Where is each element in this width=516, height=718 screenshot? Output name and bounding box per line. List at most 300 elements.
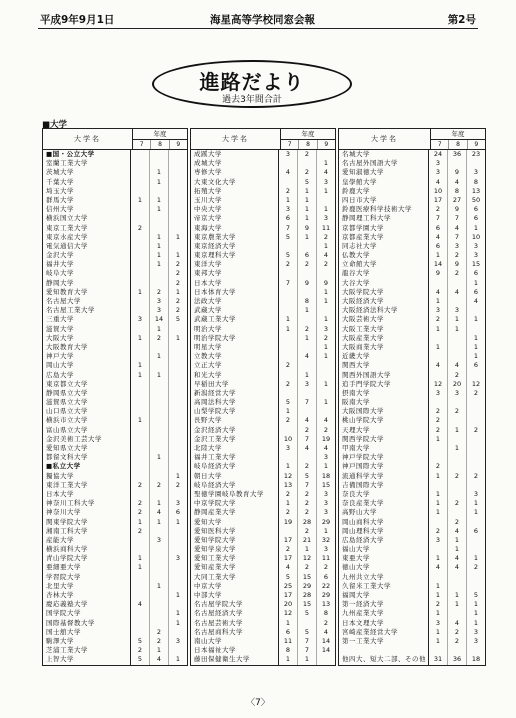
admission-count — [150, 187, 169, 196]
university-name: 他四大、短大二部、その他 — [339, 655, 429, 664]
admission-count: 1 — [473, 499, 479, 508]
admission-count: 8 — [448, 187, 467, 196]
table-row — [191, 499, 335, 508]
table-row — [339, 416, 485, 425]
table-row — [191, 251, 335, 260]
university-name: 横浜商科大学 — [43, 545, 131, 554]
university-name: 鈴鹿医療科学技術大学 — [339, 205, 429, 214]
admission-count: 17 — [429, 196, 448, 205]
admission-count — [279, 343, 298, 352]
admission-count: 1 — [279, 619, 298, 628]
admission-count: 4 — [279, 563, 298, 572]
university-name: 東洋大学 — [191, 260, 279, 269]
table-row — [339, 168, 485, 177]
table-row — [191, 352, 335, 361]
table-row — [43, 380, 187, 389]
university-name: 福山大学 — [339, 545, 429, 554]
admission-count — [131, 187, 150, 196]
university-name: 阪南大学 — [339, 398, 429, 407]
admission-count — [467, 536, 485, 545]
admission-count — [169, 600, 187, 609]
table-row — [339, 371, 485, 380]
admission-count: 2 — [323, 333, 329, 342]
admission-count — [317, 150, 335, 159]
table-row — [43, 279, 187, 288]
table-row — [339, 389, 485, 398]
table-row — [43, 196, 187, 205]
table-row — [43, 591, 187, 600]
table-row — [43, 224, 187, 233]
university-name: 獨協大学 — [43, 472, 131, 481]
university-name: 仏教大学 — [339, 251, 429, 260]
university-name: 高岡法科大学 — [191, 398, 279, 407]
admission-count: 1 — [323, 287, 329, 296]
table-row — [191, 609, 335, 618]
admission-count — [448, 462, 467, 471]
admission-count: 1 — [150, 233, 169, 242]
university-name: 大阪経済法科大学 — [339, 306, 429, 315]
table-row — [191, 343, 335, 352]
admission-count: 17 — [279, 536, 298, 545]
admission-count — [150, 214, 169, 223]
admission-count — [467, 398, 485, 407]
university-name: 福井大学 — [43, 260, 131, 269]
admission-count: 3 — [429, 389, 448, 398]
admission-count: 3 — [279, 444, 298, 453]
admission-count: 4 — [473, 297, 479, 305]
table-row — [339, 352, 485, 361]
admission-count — [150, 490, 169, 499]
admission-count: 2 — [429, 205, 448, 214]
table-row — [191, 159, 335, 168]
table-row — [339, 315, 485, 324]
admission-count — [131, 279, 150, 288]
admission-count — [317, 655, 335, 664]
admission-count: 2 — [279, 260, 298, 269]
header-year: 9 — [324, 141, 329, 148]
table-row — [339, 269, 485, 278]
table-row — [339, 545, 485, 554]
admission-count — [131, 260, 150, 269]
admission-count: 1 — [150, 518, 169, 527]
admission-count: 4 — [429, 361, 448, 370]
admission-count: 2 — [150, 288, 169, 297]
section-row — [43, 150, 187, 159]
admission-count: 3 — [175, 554, 181, 563]
table-row — [339, 178, 485, 187]
table-row — [191, 472, 335, 481]
table-row — [191, 224, 335, 233]
admission-count: 2 — [279, 380, 298, 389]
admission-count: 7 — [448, 233, 467, 242]
admission-count: 1 — [473, 508, 479, 517]
admission-count: 2 — [279, 490, 298, 499]
university-name: 皇學館大学 — [339, 178, 429, 187]
university-name: 中京大学 — [191, 582, 279, 591]
admission-count: 7 — [279, 224, 298, 233]
admission-count: 1 — [175, 618, 181, 627]
table-row — [191, 398, 335, 407]
admission-count: 1 — [473, 223, 479, 232]
admission-count — [448, 334, 467, 343]
admission-count: 2 — [298, 508, 317, 517]
university-name: 明治大学 — [191, 325, 279, 334]
table-row — [43, 619, 187, 628]
table-row — [43, 536, 187, 545]
admission-count — [448, 297, 467, 306]
table-row — [43, 214, 187, 223]
admission-count: 4 — [429, 563, 448, 572]
university-name: 南山大学 — [191, 637, 279, 646]
table-row — [43, 609, 187, 618]
admission-count: 4 — [429, 178, 448, 187]
university-name: 大阪経済大学 — [339, 297, 429, 306]
admission-count: 3 — [323, 489, 329, 498]
admission-count: 1 — [298, 371, 317, 380]
table-row — [191, 527, 335, 536]
admission-count: 1 — [150, 453, 169, 462]
table-row — [339, 407, 485, 416]
admission-count: 1 — [323, 186, 329, 195]
admission-count: 2 — [298, 563, 317, 572]
admission-count: 1 — [150, 260, 169, 269]
admission-count: 20 — [279, 600, 298, 609]
university-name: 帝京大学 — [191, 214, 279, 223]
admission-count: 1 — [131, 416, 150, 425]
admission-count: 3 — [448, 306, 467, 315]
table-row — [43, 288, 187, 297]
university-name: 中京学院大学 — [191, 499, 279, 508]
admission-count — [279, 178, 298, 187]
admission-count: 17 — [279, 591, 298, 600]
admission-count — [169, 205, 187, 214]
admission-count — [448, 352, 467, 361]
university-name: 奈良大学 — [339, 490, 429, 499]
table-row — [191, 462, 335, 471]
admission-count: 6 — [279, 628, 298, 637]
admission-count: 5 — [298, 178, 317, 187]
admission-count — [150, 407, 169, 416]
admission-count: 7 — [298, 646, 317, 655]
admission-count: 9 — [448, 205, 467, 214]
admission-count: 1 — [323, 352, 329, 361]
admission-count: 3 — [473, 489, 479, 498]
table-row — [339, 499, 485, 508]
admission-count — [429, 444, 448, 453]
table-row — [191, 242, 335, 251]
admission-count — [467, 325, 485, 334]
admission-count: 1 — [323, 315, 329, 324]
admission-count: 2 — [131, 499, 150, 508]
university-name: 第一経済大学 — [339, 600, 429, 609]
admission-count: 1 — [150, 178, 169, 187]
table-row — [339, 361, 485, 370]
table-row — [191, 444, 335, 453]
table-row — [191, 150, 335, 159]
header-fiscal-year: 年度 — [133, 129, 187, 140]
header-year: 8 — [449, 140, 467, 149]
university-name: 名古屋商科大学 — [191, 628, 279, 637]
table-row — [43, 554, 187, 563]
admission-count — [131, 536, 150, 545]
table-row — [43, 655, 187, 664]
university-name: 九州共立大学 — [339, 573, 429, 582]
university-name: 名古屋経済大学 — [191, 609, 279, 618]
university-name: 追手門学院大学 — [339, 380, 429, 389]
results-column-1 — [42, 128, 188, 666]
admission-count — [448, 159, 467, 168]
admission-count: 2 — [175, 278, 181, 287]
table-row — [43, 545, 187, 554]
table-row — [191, 205, 335, 214]
admission-count: 19 — [279, 518, 298, 527]
table-row — [191, 187, 335, 196]
admission-count: 3 — [175, 636, 181, 645]
admission-count: 4 — [279, 168, 298, 177]
table-row — [43, 518, 187, 527]
table-row — [339, 600, 485, 609]
table-row — [43, 315, 187, 324]
university-name: 神戸学院大学 — [339, 453, 429, 462]
admission-count: 9 — [298, 279, 317, 288]
university-name: 流通科学大学 — [339, 472, 429, 481]
admission-count: 1 — [429, 297, 448, 306]
admission-count: 36 — [448, 150, 467, 159]
admission-count — [448, 573, 467, 582]
university-name: 芝浦工業大学 — [43, 646, 131, 655]
university-name: 立教大学 — [191, 352, 279, 361]
header-year-numbers — [133, 140, 187, 149]
table-row — [191, 196, 335, 205]
admission-count — [169, 398, 187, 407]
admission-count: 12 — [298, 554, 317, 563]
admission-count — [169, 453, 187, 462]
admission-count: 1 — [448, 315, 467, 324]
admission-count — [131, 435, 150, 444]
admission-count — [150, 389, 169, 398]
admission-count — [131, 609, 150, 618]
admission-count — [448, 416, 467, 425]
admission-count: 3 — [323, 177, 329, 186]
admission-count: 1 — [448, 426, 467, 435]
admission-count — [467, 444, 485, 453]
admission-count: 3 — [323, 214, 329, 223]
admission-count — [279, 242, 298, 251]
admission-count: 31 — [429, 655, 448, 664]
admission-count — [131, 306, 150, 315]
admission-count: 1 — [175, 232, 181, 241]
admission-count: 2 — [150, 628, 169, 637]
admission-count: 50 — [471, 195, 481, 204]
admission-count — [429, 352, 448, 361]
admission-count: 2 — [150, 334, 169, 343]
admission-count: 2 — [323, 425, 329, 434]
table-row — [339, 334, 485, 343]
table-row — [43, 205, 187, 214]
admission-count: 25 — [279, 582, 298, 591]
admission-count — [448, 453, 467, 462]
admission-count — [448, 582, 467, 591]
admission-count: 2 — [429, 416, 448, 425]
university-name: 東京工業大学 — [43, 224, 131, 233]
admission-count: 3 — [175, 499, 181, 508]
admission-count: 1 — [150, 251, 169, 260]
admission-count — [150, 444, 169, 453]
table-row — [339, 609, 485, 618]
admission-count: 1 — [473, 554, 479, 563]
table-row — [43, 352, 187, 361]
admission-count: 1 — [131, 371, 150, 380]
admission-count — [169, 361, 187, 370]
university-name: 久留米工業大学 — [339, 582, 429, 591]
table-row — [191, 426, 335, 435]
admission-count: 1 — [131, 334, 150, 343]
university-name: 愛知学院大学 — [191, 536, 279, 545]
table-row — [43, 582, 187, 591]
admission-count: 13 — [321, 600, 331, 609]
admission-count: 4 — [448, 288, 467, 297]
admission-count: 3 — [473, 251, 479, 260]
table-row — [339, 527, 485, 536]
admission-count — [317, 306, 335, 315]
admission-count — [317, 196, 335, 205]
admission-count: 4 — [448, 619, 467, 628]
admission-count: 15 — [471, 260, 481, 269]
admission-count: 2 — [473, 388, 479, 397]
admission-count — [169, 426, 187, 435]
admission-count — [317, 269, 335, 278]
university-name: 金沢工業大学 — [191, 435, 279, 444]
admission-count — [448, 609, 467, 618]
table-row — [191, 545, 335, 554]
admission-count — [317, 389, 335, 398]
table-row — [43, 325, 187, 334]
admission-count — [150, 472, 169, 481]
section-heading: ■国・公立大学 — [43, 150, 131, 159]
university-name: 東京理科大学 — [191, 251, 279, 260]
table-row — [43, 233, 187, 242]
admission-count — [131, 582, 150, 591]
table-row — [191, 260, 335, 269]
admission-count: 3 — [323, 324, 329, 333]
table-row — [43, 472, 187, 481]
university-name: 大阪大学 — [43, 334, 131, 343]
table-row — [339, 444, 485, 453]
admission-count: 2 — [429, 315, 448, 324]
university-name: 日本大学 — [43, 490, 131, 499]
header-year: 9 — [474, 141, 479, 148]
admission-count: 27 — [448, 196, 467, 205]
admission-count: 1 — [298, 214, 317, 223]
admission-count: 2 — [448, 637, 467, 646]
empty-cell — [448, 646, 467, 655]
university-name: 愛知工業大学 — [191, 554, 279, 563]
table-row — [339, 582, 485, 591]
admission-count: 1 — [429, 637, 448, 646]
university-name: 愛知産業大学 — [191, 563, 279, 572]
table-row — [339, 288, 485, 297]
empty-cell — [467, 646, 485, 655]
admission-count — [467, 453, 485, 462]
university-name: 愛知医科大学 — [191, 527, 279, 536]
table-row — [191, 416, 335, 425]
table-row — [191, 563, 335, 572]
table-row — [339, 306, 485, 315]
admission-count: 6 — [473, 361, 479, 370]
admission-count: 20 — [448, 380, 467, 389]
admission-count — [279, 297, 298, 306]
admission-count: 9 — [323, 278, 329, 287]
header-year: 8 — [299, 140, 317, 149]
admission-count: 32 — [321, 535, 331, 544]
admission-count: 1 — [150, 242, 169, 251]
table-row — [43, 398, 187, 407]
university-name: 天理大学 — [339, 426, 429, 435]
university-name: 東京経済大学 — [191, 242, 279, 251]
admission-count: 29 — [321, 517, 331, 526]
table-row — [191, 297, 335, 306]
admission-count: 2 — [448, 518, 467, 527]
university-name: 金沢大学 — [43, 251, 131, 260]
admission-count: 1 — [279, 407, 298, 416]
admission-count: 3 — [473, 241, 479, 250]
admission-count: 4 — [298, 416, 317, 425]
university-name: 明星大学 — [191, 343, 279, 352]
admission-count: 2 — [175, 269, 181, 278]
university-name: 金沢経済大学 — [191, 426, 279, 435]
admission-count: 1 — [473, 609, 479, 618]
publication-name: 海星高等学校同窓会報 — [210, 14, 315, 26]
university-name: 関東学院大学 — [43, 518, 131, 527]
admission-count: 2 — [448, 499, 467, 508]
table-row — [43, 573, 187, 582]
admission-count: 1 — [323, 398, 329, 407]
university-name: 玉川大学 — [191, 196, 279, 205]
admission-count — [169, 371, 187, 380]
university-name: 岐阜経済大学 — [191, 462, 279, 471]
admission-count: 4 — [448, 361, 467, 370]
university-name: 岡山理科大学 — [339, 527, 429, 536]
admission-count — [169, 628, 187, 637]
table-row — [191, 325, 335, 334]
admission-count: 2 — [279, 416, 298, 425]
admission-count: 2 — [323, 618, 329, 627]
admission-count: 10 — [429, 187, 448, 196]
admission-count — [169, 527, 187, 536]
admission-count — [131, 490, 150, 499]
admission-count: 2 — [279, 187, 298, 196]
empty-cell — [169, 462, 187, 471]
university-name: 名古屋工業大学 — [43, 306, 131, 315]
university-name: 徳山大学 — [339, 563, 429, 572]
admission-count: 9 — [429, 269, 448, 278]
admission-count: 1 — [298, 187, 317, 196]
admission-count: 14 — [150, 315, 169, 324]
university-name: 同志社大学 — [339, 242, 429, 251]
admission-count — [150, 398, 169, 407]
university-name: 東海大学 — [191, 224, 279, 233]
university-name: 愛知学泉大学 — [191, 545, 279, 554]
admission-count — [131, 573, 150, 582]
table-row — [191, 554, 335, 563]
table-row — [339, 279, 485, 288]
admission-count: 6 — [429, 224, 448, 233]
admission-count: 2 — [150, 637, 169, 646]
admission-count — [467, 582, 485, 591]
university-name: 日本体育大学 — [191, 288, 279, 297]
admission-count: 1 — [150, 205, 169, 214]
admission-count: 1 — [429, 251, 448, 260]
